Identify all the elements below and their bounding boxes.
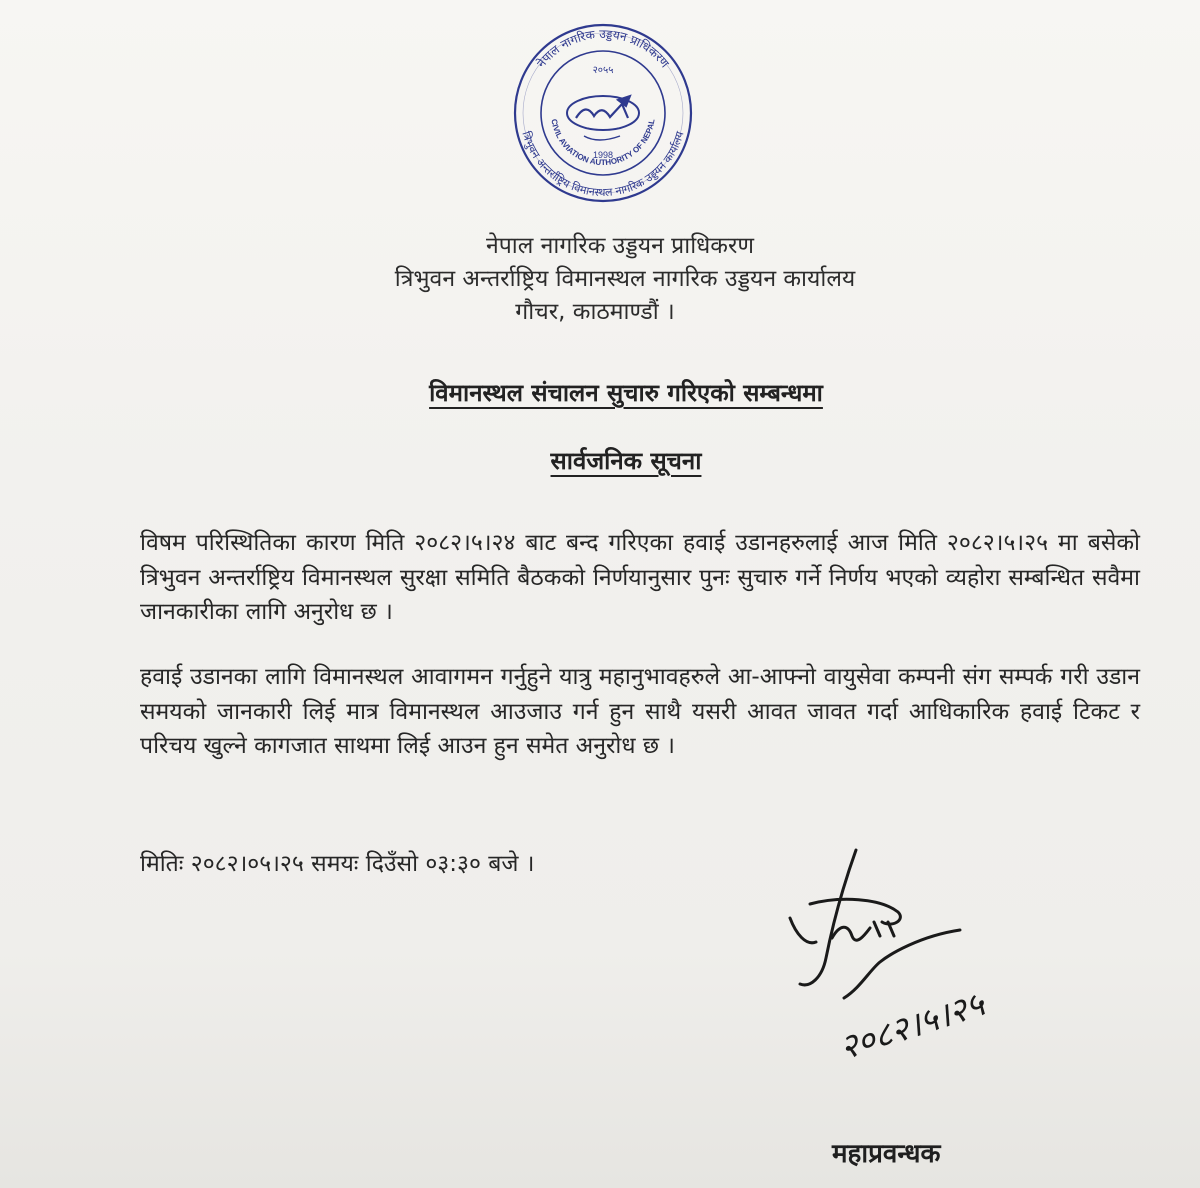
paragraph-reopening-decision: विषम परिस्थितिका कारण मिति २०८२।५।२४ बाट बन्द गरिएका हवाई उडानहरुलाई आज मिति २०८२।५।२५ मा बसेको त्रिभुवन अन्तर्राष्ट्रिय विमानस्थल सुरक्षा समिति बैठकको निर्णयानुसार पुनः सुचारु गर्ने निर्णय भएको व्यहोरा सम्बन्धित सवैमा जानकारीका लागि अनुरोध छ । — [140, 530, 1140, 625]
notice-subject: विमानस्थल संचालन सुचारु गरिएको सम्बन्धमा — [429, 379, 823, 407]
header-organization: नेपाल नागरिक उड्डयन प्राधिकरण — [485, 233, 755, 259]
aircraft-emblem-icon — [567, 96, 639, 140]
seal-english-text: CIVIL AVIATION AUTHORITY OF NEPAL — [549, 118, 657, 168]
notice-dateline: मितिः २०८२।०५।२५ समयः दिउँसो ०३:३० बजे । — [140, 851, 535, 877]
signatory-designation: महाप्रवन्धक — [832, 1139, 941, 1169]
signature-handwritten-date: २०८२।५।२५ — [834, 984, 990, 1068]
seal-outer-top-text: नेपाल नागरिक उड्डयन प्राधिकरण — [534, 26, 672, 71]
svg-text:नेपाल नागरिक उड्डयन प्राधिकरण — [534, 27, 672, 71]
handwritten-signature — [770, 838, 1050, 1068]
seal-outer-bottom-text: त्रिभुवन अन्तर्राष्ट्रिय विमानस्थल नागरिक उड्डयन कार्यालय — [519, 129, 687, 200]
notice-title: सार्वजनिक सूचना — [550, 447, 702, 475]
header-office: त्रिभुवन अन्तर्राष्ट्रिय विमानस्थल नागरिक उड्डयन कार्यालय — [394, 266, 856, 292]
header-address: गौचर, काठमाण्डौं । — [515, 299, 675, 325]
caan-seal-stamp — [498, 18, 708, 208]
paragraph-passenger-advisory: हवाई उडानका लागि विमानस्थल आवागमन गर्नुहुने यात्रु महानुभावहरुले आ-आफ्नो वायुसेवा कम्पनी संग सम्पर्क गरी उडान समयको जानकारी लिई मात्र विमानस्थल आउजाउ गर्न हुन साथै यसरी आवत जावत गर्दा आधिकारिक हवाई टिकट र परिचय खुल्ने कागजात साथमा लिई आउन हुन समेत अनुरोध छ । — [140, 664, 1140, 759]
seal-inner-top-text: २०५५ — [592, 65, 614, 76]
seal-year-text: 1998 — [592, 150, 614, 160]
